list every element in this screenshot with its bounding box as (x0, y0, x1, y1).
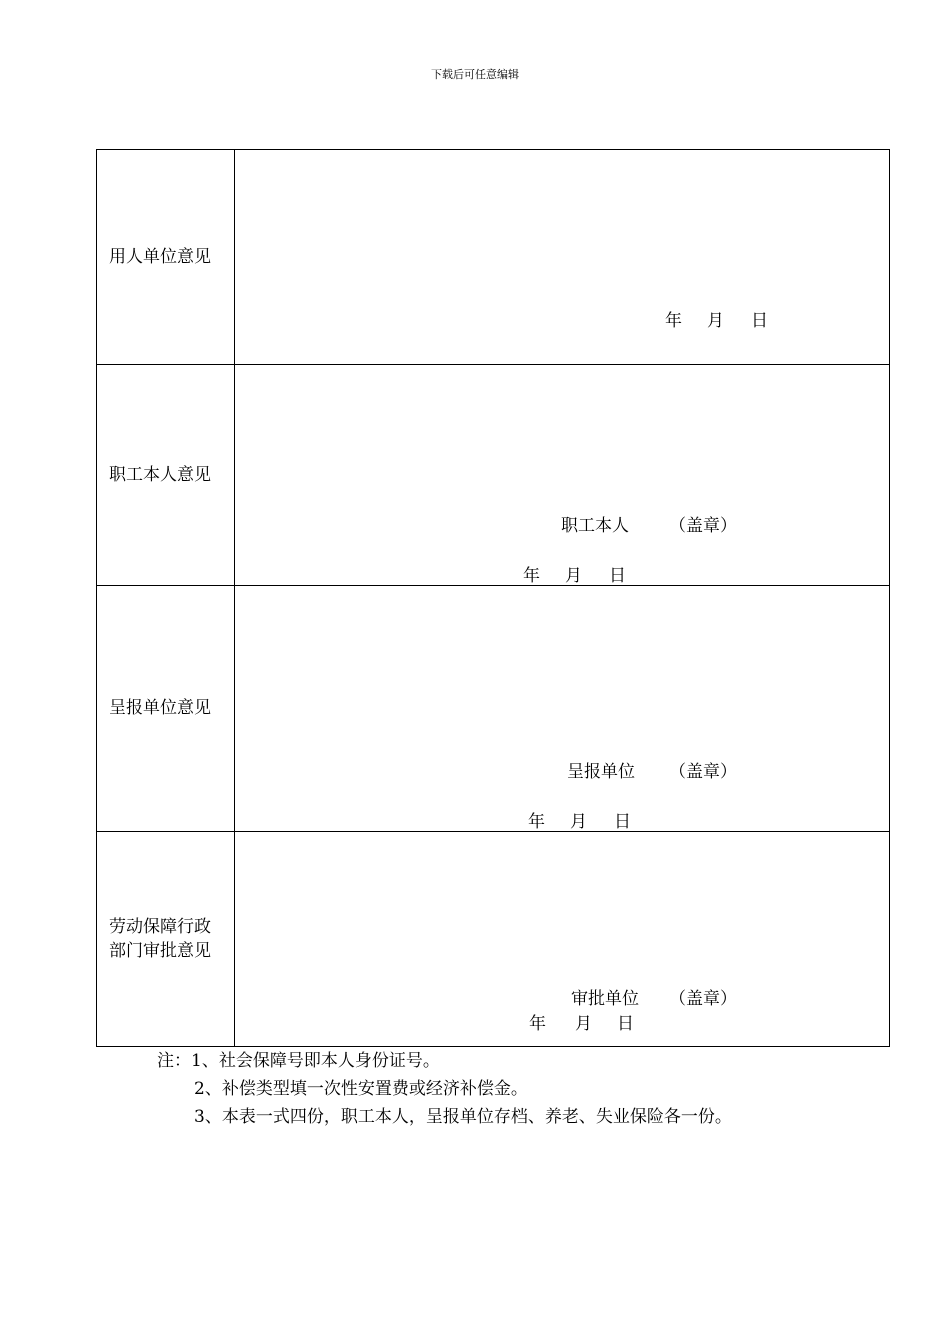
employee-date-year: 年 (523, 566, 540, 586)
reporting-unit-label: 呈报单位意见 (109, 698, 211, 718)
reporting-unit-seal: （盖章） (669, 762, 737, 782)
employee-opinion-label-cell (97, 365, 235, 585)
employer-opinion-label-cell (97, 150, 235, 364)
note-3: 3、本表一式四份，职工本人，呈报单位存档、养老、失业保险各一份。 (194, 1107, 732, 1127)
employer-opinion-label: 用人单位意见 (109, 247, 211, 267)
note-1: 注：1、社会保障号即本人身份证号。 (157, 1051, 440, 1071)
labor-dept-label-line2: 部门审批意见 (109, 941, 211, 961)
approval-unit-seal: （盖章） (669, 989, 737, 1009)
reporting-unit-opinion-row (97, 586, 889, 832)
approval-date-month: 月 (575, 1014, 592, 1034)
reporting-unit-date-year: 年 (528, 812, 545, 832)
employee-opinion-label: 职工本人意见 (109, 465, 211, 485)
employer-date-year: 年 (665, 311, 682, 331)
approval-date-year: 年 (529, 1014, 546, 1034)
reporting-unit-label-cell (97, 586, 235, 831)
employee-signer: 职工本人 (561, 516, 629, 536)
notes-section (157, 1047, 732, 1131)
labor-dept-label-cell (97, 832, 235, 1046)
labor-dept-approval-row (97, 832, 889, 1046)
reporting-unit-date-month: 月 (570, 812, 587, 832)
reporting-unit-signer: 呈报单位 (567, 762, 635, 782)
employee-opinion-row (97, 365, 889, 586)
employer-date-month: 月 (707, 311, 724, 331)
note-2: 2、补偿类型填一次性安置费或经济补偿金。 (194, 1079, 528, 1099)
reporting-unit-date-day: 日 (614, 812, 631, 832)
approval-form-table (96, 149, 890, 1047)
approval-unit-signer: 审批单位 (571, 989, 639, 1009)
employee-date-day: 日 (609, 566, 626, 586)
employer-date-day: 日 (751, 311, 768, 331)
header-note: 下载后可任意编辑 (431, 68, 519, 81)
approval-date-day: 日 (617, 1014, 634, 1034)
employer-opinion-row (97, 150, 889, 365)
labor-dept-label-line1: 劳动保障行政 (109, 917, 211, 937)
employee-seal: （盖章） (669, 516, 737, 536)
employee-date-month: 月 (565, 566, 582, 586)
